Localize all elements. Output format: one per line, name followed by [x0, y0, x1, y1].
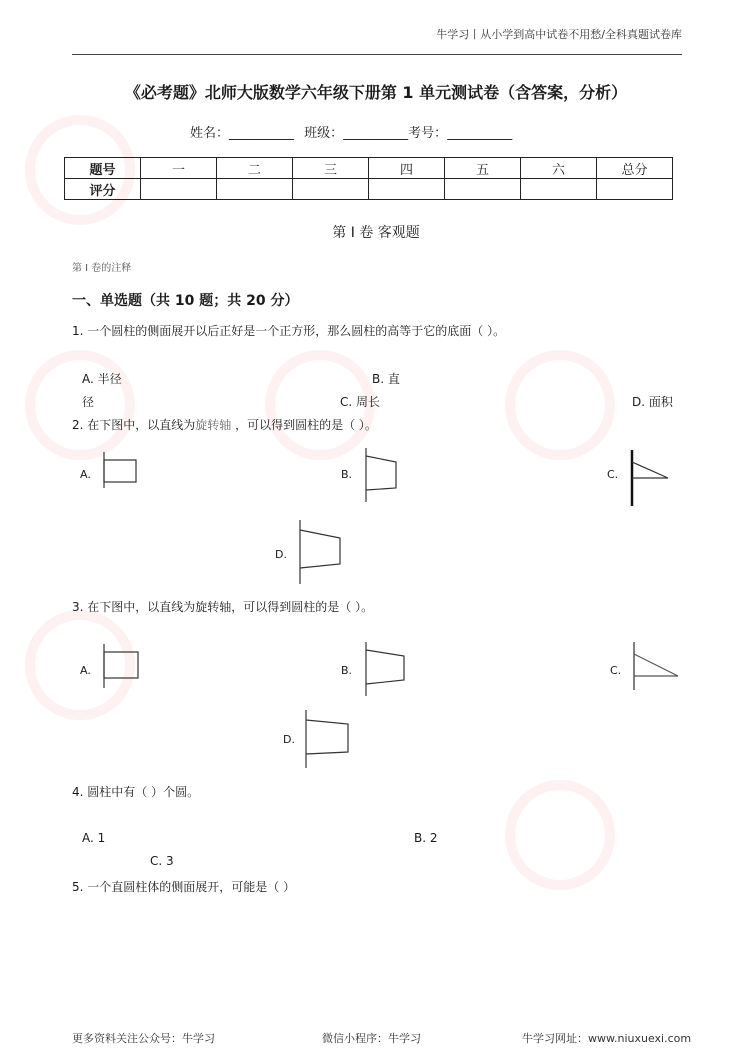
header-divider: [72, 54, 682, 55]
table-cell: 二: [217, 158, 293, 179]
table-cell: 五: [445, 158, 521, 179]
score-table: [64, 157, 673, 200]
question-2-stem-before: 2. 在下图中，以直线为: [72, 418, 196, 432]
footer-center: 微信小程序：牛学习: [322, 1032, 421, 1045]
question-3-figure-c[interactable]: [630, 640, 682, 694]
question-2-stem-highlight: 旋转轴: [195, 418, 232, 432]
score-table-score-row: [65, 179, 673, 200]
site-slogan: 牛学习丨从小学到高中试卷不用愁/全科真题试卷库: [436, 28, 682, 41]
part-title: 一、单选题（共 10 题；共 20 分）: [72, 293, 299, 309]
question-5-stem: 5. 一个直圆柱体的侧面展开，可能是（ ）: [72, 880, 296, 894]
question-1-option-d[interactable]: D. 面积: [632, 395, 673, 409]
table-cell: 评分: [65, 179, 141, 200]
section-note: 第 Ⅰ 卷的注释: [72, 263, 132, 274]
question-4-option-b[interactable]: B. 2: [414, 831, 438, 845]
watermark-logo: [505, 350, 615, 460]
question-4-stem: 4. 圆柱中有（ ）个圆。: [72, 785, 200, 799]
exam-label: 考号：: [408, 126, 448, 141]
question-2-option-d-label[interactable]: D.: [275, 548, 287, 561]
question-3-figure-a[interactable]: [100, 642, 142, 692]
question-2-figure-a[interactable]: [100, 450, 140, 490]
student-info-fields: [190, 122, 512, 141]
question-3-option-a-label[interactable]: A.: [80, 664, 91, 677]
footer-right[interactable]: 牛学习网址：www.niuxuexi.com: [522, 1032, 692, 1045]
question-1-option-b-wrap: 径: [82, 395, 95, 409]
name-blank[interactable]: __________: [229, 126, 295, 141]
footer-left: 更多资料关注公众号：牛学习: [72, 1032, 215, 1045]
question-2-option-c-label[interactable]: C.: [607, 468, 619, 481]
question-1-option-a[interactable]: A. 半径: [82, 372, 122, 386]
table-cell[interactable]: [217, 179, 293, 200]
table-cell[interactable]: [445, 179, 521, 200]
class-blank[interactable]: __________: [343, 126, 409, 141]
question-2-figure-c[interactable]: [628, 448, 672, 508]
question-2-stem: [72, 416, 377, 433]
table-cell[interactable]: [293, 179, 369, 200]
question-2-option-a-label[interactable]: A.: [80, 468, 91, 481]
question-4-option-c[interactable]: C. 3: [150, 854, 174, 868]
table-cell[interactable]: [597, 179, 673, 200]
question-3-option-d-label[interactable]: D.: [283, 733, 295, 746]
question-3-option-b-label[interactable]: B.: [341, 664, 353, 677]
table-cell[interactable]: [521, 179, 597, 200]
table-cell[interactable]: [141, 179, 217, 200]
table-cell: 总分: [597, 158, 673, 179]
question-2-figure-b[interactable]: [362, 446, 402, 504]
question-3-figure-b[interactable]: [362, 640, 410, 698]
question-3-stem: 3. 在下图中，以直线为旋转轴，可以得到圆柱的是（ ）。: [72, 600, 374, 614]
question-4-option-a[interactable]: A. 1: [82, 831, 106, 845]
question-3-option-c-label[interactable]: C.: [610, 664, 622, 677]
question-2-stem-after: ，可以得到圆柱的是（ ）。: [231, 418, 377, 432]
table-cell[interactable]: [369, 179, 445, 200]
section-title: 第 Ⅰ 卷 客观题: [332, 225, 420, 241]
score-table-header-row: [65, 158, 673, 179]
question-1-stem: 1. 一个圆柱的侧面展开以后正好是一个正方形，那么圆柱的高等于它的底面（ ）。: [72, 324, 506, 338]
table-cell: 题号: [65, 158, 141, 179]
table-cell: 一: [141, 158, 217, 179]
question-1-option-b[interactable]: B. 直: [372, 372, 400, 386]
exam-blank[interactable]: __________: [447, 126, 513, 141]
watermark-logo: [25, 350, 135, 460]
question-2-figure-d[interactable]: [296, 518, 346, 588]
page-title: 《必考题》北师大版数学六年级下册第 1 单元测试卷（含答案，分析）: [124, 83, 628, 102]
table-cell: 三: [293, 158, 369, 179]
question-2-option-b-label[interactable]: B.: [341, 468, 353, 481]
name-label: 姓名：: [190, 126, 230, 141]
table-cell: 六: [521, 158, 597, 179]
question-1-option-c[interactable]: C. 周长: [340, 395, 381, 409]
class-label: 班级：: [304, 126, 344, 141]
question-3-figure-d[interactable]: [302, 708, 352, 770]
watermark-logo: [505, 780, 615, 890]
table-cell: 四: [369, 158, 445, 179]
